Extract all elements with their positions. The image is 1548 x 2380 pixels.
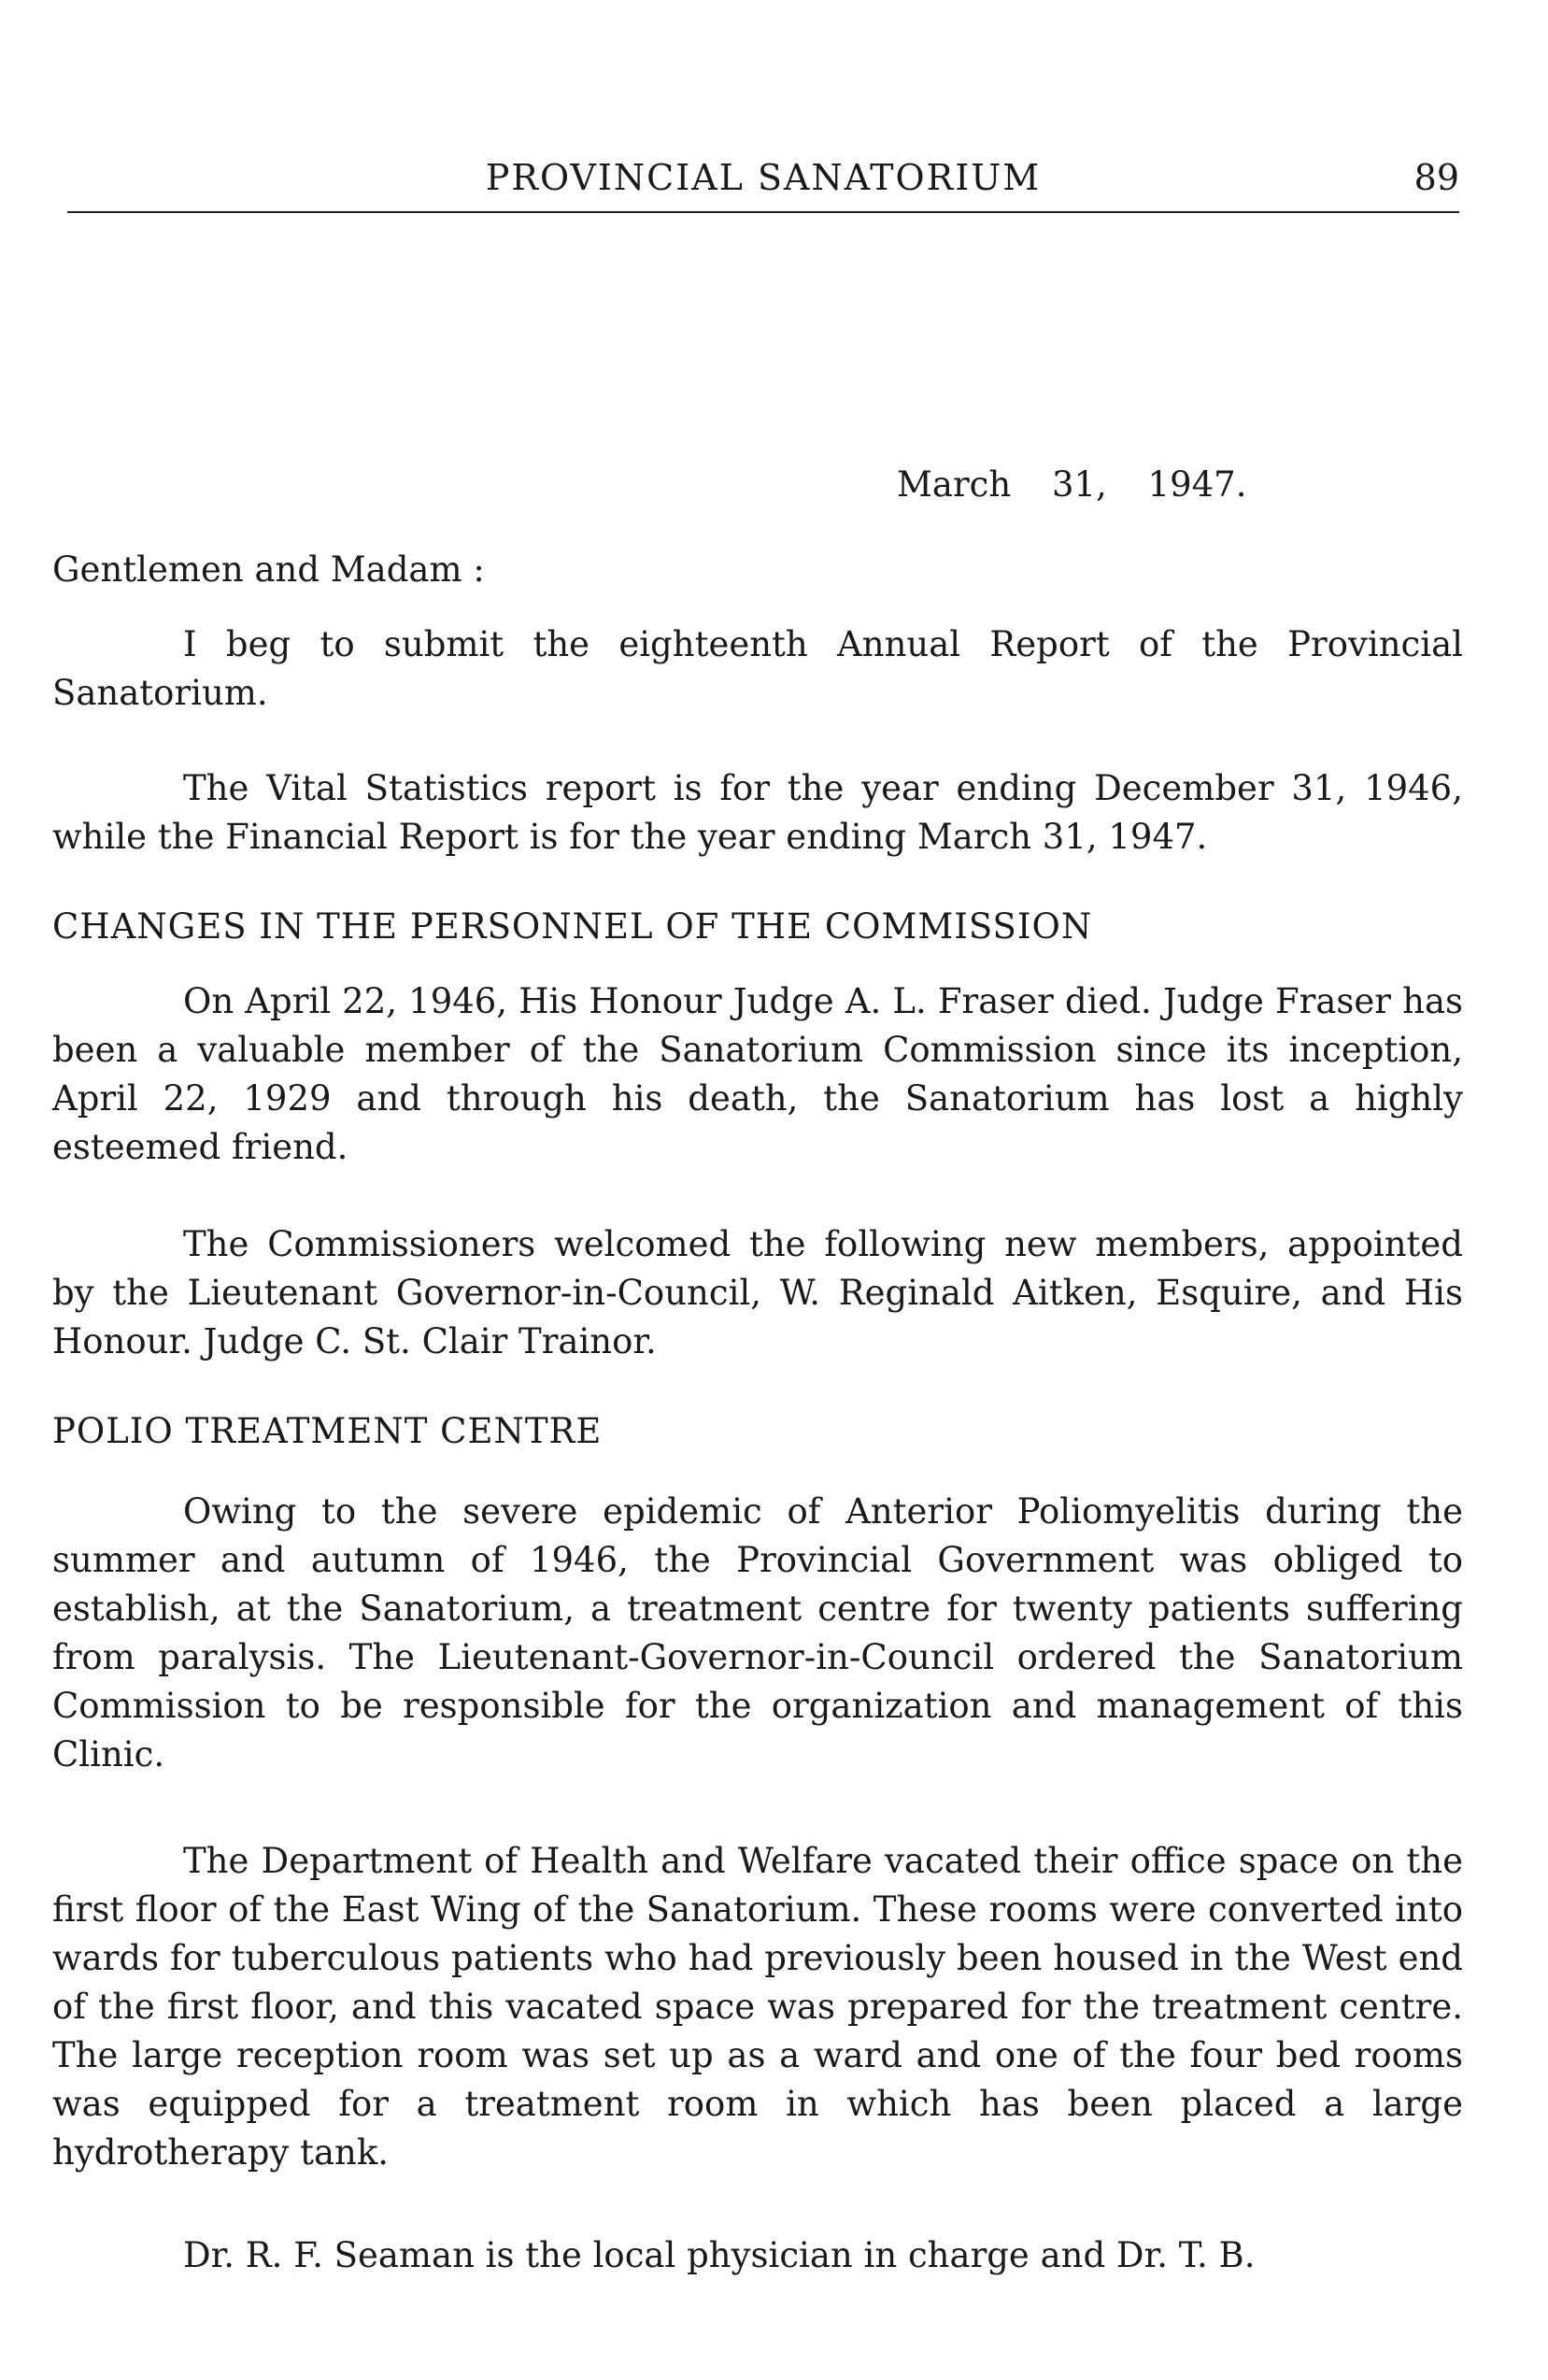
page-header [67, 157, 1459, 209]
paragraph-text: Dr. R. F. Seaman is the local physician in charge and Dr. T. B. [183, 2235, 1256, 2275]
salutation: Gentlemen and Madam : [52, 549, 485, 590]
paragraph-text: The Department of Health and Welfare vacated their office space on the first floor of the East Wing of the Sanatorium. These rooms were converted into wards for tuberculous patients who had previously been housed in the West end of the first floor, and this vacated space was prepared for the treatment centre. The large reception room was set up as a ward and one of the four bed rooms was equipped for a treatment room in which has been placed a large hydrotherapy tank. [52, 1841, 1463, 2173]
polio-paragraph-2 [52, 1837, 1463, 2177]
running-title: PROVINCIAL SANATORIUM [485, 157, 1042, 198]
personnel-paragraph-1 [52, 977, 1463, 1172]
paragraph-text: I beg to submit the eighteenth Annual Report of the Provincial Sanatorium. [52, 624, 1463, 713]
paragraph-text: The Commissioners welcomed the following new members, appointed by the Lieutenant Governor-in-Council, W. Reginald Aitken, Esquire, and His Honour. Judge C. St. Clair Trainor. [52, 1224, 1463, 1361]
page-number: 89 [1413, 157, 1459, 198]
header-rule [67, 211, 1459, 213]
paragraph-text: The Vital Statistics report is for the year ending December 31, 1946, while the Financial Report is for the year ending March 31, 1947. [52, 768, 1463, 857]
polio-paragraph-1 [52, 1488, 1463, 1779]
personnel-paragraph-2 [52, 1220, 1463, 1366]
paragraph-text: Owing to the severe epidemic of Anterior Poliomyelitis during the summer and autumn of 1946, the Provincial Government was obliged to establish, at the Sanatorium, a treatment centre for twenty patients suffering from paralysis. The Lieutenant-Governor-in-Council ordered the Sanatorium Commission to be responsible for the organization and management of this Clinic. [52, 1491, 1463, 1774]
intro-paragraph-2 [52, 764, 1463, 862]
section-heading-polio: POLIO TREATMENT CENTRE [52, 1411, 603, 1451]
polio-paragraph-3 [52, 2231, 1463, 2280]
letter-date: March 31, 1947. [897, 464, 1247, 505]
section-heading-personnel: CHANGES IN THE PERSONNEL OF THE COMMISSION [52, 906, 1093, 947]
paragraph-text: On April 22, 1946, His Honour Judge A. L. Fraser died. Judge Fraser has been a valuable member of the Sanatorium Commission since its inception, April 22, 1929 and through his death, the Sanatorium has lost a highly esteemed friend. [52, 981, 1463, 1167]
intro-paragraph-1 [52, 620, 1463, 718]
